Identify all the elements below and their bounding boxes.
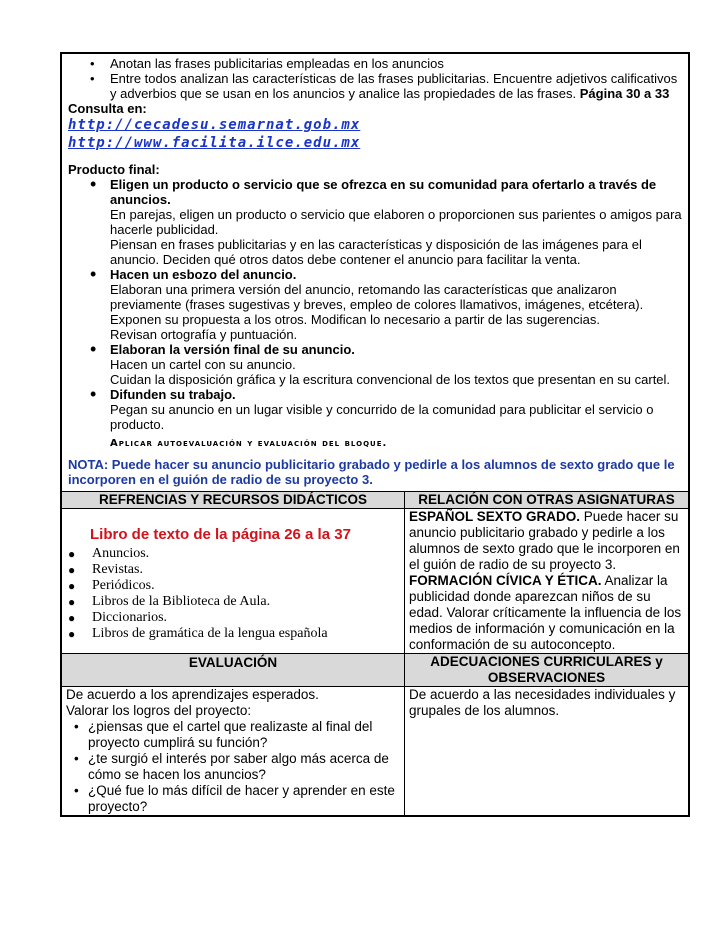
list-item: • Entre todos analizan las características de las frases publicitarias. Encuentre adjetivos calificativos y adverbios que se usan en los anuncios y analice las propiedades de las frases. Página 30 a 33: [90, 71, 678, 101]
square-bullet-icon: ●: [68, 563, 76, 577]
bullet-icon: •: [90, 56, 95, 71]
list-item: • ¿te surgió el interés por saber algo más acerca de cómo se hacen los anuncios?: [74, 751, 389, 782]
adec-header: ADECUACIONES CURRICULARES y OBSERVACIONES: [405, 654, 688, 687]
aplicar-note: Aplicar autoevaluación y evaluación del bloque.: [110, 438, 388, 449]
bullet-icon: •: [74, 783, 79, 798]
bullet-icon: •: [90, 71, 95, 86]
bullet-icon: •: [90, 264, 97, 284]
bullet-icon: •: [90, 174, 97, 194]
producto-label: Producto final:: [68, 162, 160, 177]
ref-header: REFRENCIAS Y RECURSOS DIDÁCTICOS: [62, 492, 405, 509]
list-item: • Eligen un producto o servicio que se ofrezca en su comunidad para ofertarlo a través de anuncios. En parejas, eligen un producto o servicio que elaboren o proporcionen sus parientes o amigos para hacerle publicidad. Piensan en frases publicitarias y en las características y disposición de las imágenes para el anuncio. Deciden qué otros datos debe contener el anuncio para facilitar la venta.: [90, 174, 682, 267]
square-bullet-icon: ●: [68, 627, 76, 641]
eval-header: EVALUACIÓN: [62, 654, 405, 687]
document-frame: [60, 52, 690, 817]
activities-section: [62, 54, 688, 492]
resources-table: [62, 492, 688, 815]
bullet-icon: •: [74, 751, 79, 766]
bullet-icon: •: [90, 339, 97, 359]
list-item: • Elaboran la versión final de su anuncio. Hacen un cartel con su anuncio. Cuidan la disposición gráfica y la escritura convencional de los textos que presentan en su cartel.: [90, 339, 671, 387]
list-item: ● Libros de gramática de la lengua española: [68, 626, 328, 641]
link-cecadesu[interactable]: http://cecadesu.semarnat.gob.mx: [68, 117, 361, 133]
adec-cell: De acuerdo a las necesidades individuales y grupales de los alumnos.: [409, 687, 676, 718]
list-item: • Anotan las frases publicitarias empleadas en los anuncios: [90, 56, 444, 71]
consulta-label: Consulta en:: [68, 101, 147, 116]
eval-cell: De acuerdo a los aprendizajes esperados. Valorar los logros del proyecto: • ¿piensas que el cartel que realizaste al final del proyecto cumplirá su función? • ¿te surgió el interés por saber algo más acerca de cómo se hacen los anuncios? • ¿Qué fue lo más difícil de hacer y aprender en este proyecto?: [62, 687, 405, 815]
list-item: • ¿piensas que el cartel que realizaste al final del proyecto cumplirá su función?: [74, 719, 373, 750]
square-bullet-icon: ●: [68, 547, 76, 561]
list-item: ● Anuncios.: [68, 546, 150, 561]
rel-header: RELACIÓN CON OTRAS ASIGNATURAS: [405, 492, 688, 509]
list-item: ● Revistas.: [68, 562, 143, 577]
producto-list: [68, 174, 684, 451]
list-item: • Hacen un esbozo del anuncio. Elaboran una primera versión del anuncio, retomando las características que analizaron previamente (frases sugestivas y breves, empleo de colores llamativos, imágenes, etcétera). Exponen su propuesta a los otros. Modifican lo necesario a partir de las sugerencias. Revisan ortografía y puntuación.: [90, 264, 644, 342]
square-bullet-icon: ●: [68, 595, 76, 609]
bullet-icon: •: [74, 719, 79, 734]
link-facilita[interactable]: http://www.facilita.ilce.edu.mx: [68, 135, 361, 151]
list-item: ● Diccionarios.: [68, 610, 168, 625]
list-item: ● Libros de la Biblioteca de Aula.: [68, 594, 271, 609]
libro-texto: Libro de texto de la página 26 a la 37: [90, 526, 351, 543]
list-item: • ¿Qué fue lo más difícil de hacer y aprender en este proyecto?: [74, 783, 395, 814]
list-item: • Difunden su trabajo. Pegan su anuncio en un lugar visible y concurrido de la comunidad para publicitar el servicio o producto. Aplicar autoevaluación y evaluación del bloque.: [68, 387, 684, 451]
square-bullet-icon: ●: [68, 579, 76, 593]
square-bullet-icon: ●: [68, 611, 76, 625]
rel-cell: ESPAÑOL SEXTO GRADO. Puede hacer su anuncio publicitario grabado y pedirle a los alumnos de sexto grado que le incorporen en el guión de radio de su proyecto 3. FORMACIÓN CÍVICA Y ÉTICA. Analizar la publicidad donde aparezcan niños de su edad. Valorar críticamente la influencia de los medios de información y comunicación en la conformación de su autoconcepto.: [405, 509, 688, 654]
nota: NOTA: Puede hacer su anuncio publicitario grabado y pedirle a los alumnos de sexto grado que le incorporen en el guión de radio de su proyecto 3.: [68, 457, 675, 487]
list-item: ● Periódicos.: [68, 578, 155, 593]
ref-cell: [62, 509, 405, 654]
bullet-icon: •: [90, 384, 97, 404]
